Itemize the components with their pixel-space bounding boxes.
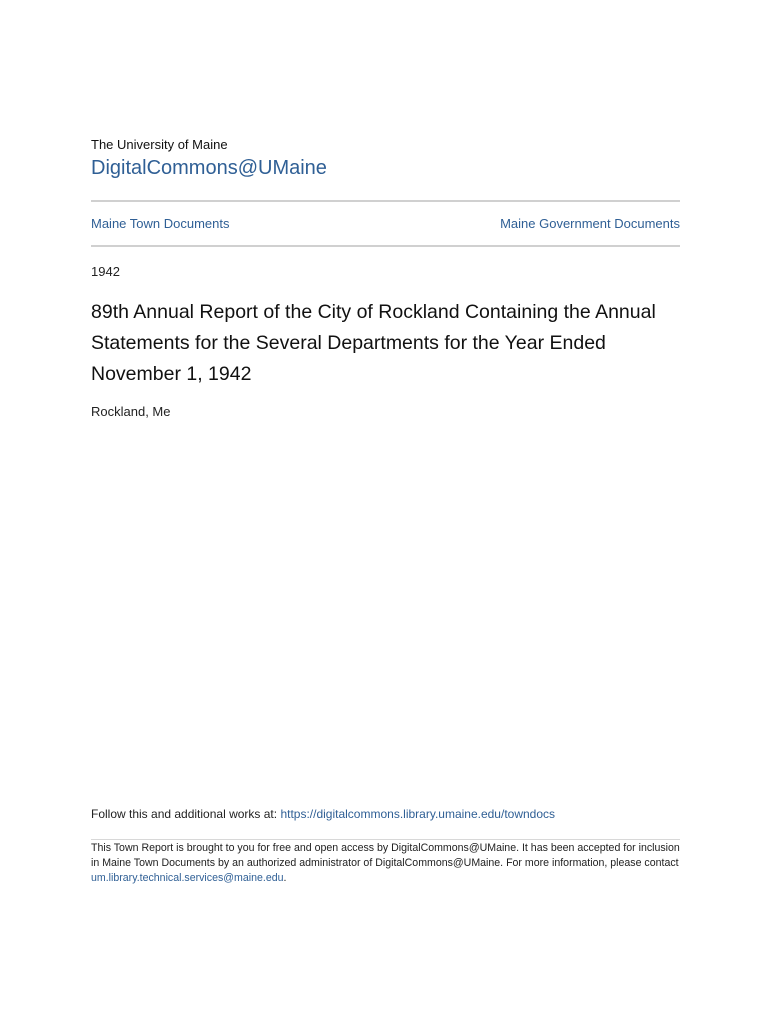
bottom-divider — [91, 839, 680, 840]
publication-year: 1942 — [91, 264, 120, 279]
document-title: 89th Annual Report of the City of Rockland Containing the Annual Statements for the Several Departments for the Year Ended November 1, 1942 — [91, 301, 656, 385]
follow-line — [91, 807, 555, 821]
middle-divider — [91, 245, 680, 247]
town-documents-link[interactable]: Maine Town Documents — [91, 216, 230, 231]
collection-url-link[interactable]: https://digitalcommons.library.umaine.edu/towndocs — [280, 807, 556, 821]
document-author: Rockland, Me — [91, 404, 171, 419]
top-divider — [91, 200, 680, 202]
notice-text: This Town Report is brought to you for free and open access by DigitalCommons@UMaine. It has been accepted for inclusion in Maine Town Documents by an authorized administrator of DigitalCommons@UMaine. For more information, please contact — [91, 842, 680, 869]
notice-end: . — [283, 872, 287, 884]
access-notice — [91, 841, 680, 886]
institution-name: The University of Maine — [91, 137, 228, 152]
government-documents-link[interactable]: Maine Government Documents — [500, 216, 680, 231]
collection-links — [91, 216, 680, 231]
cover-page — [91, 0, 680, 1024]
follow-prefix: Follow this and additional works at: — [91, 807, 281, 821]
contact-email-link[interactable]: um.library.technical.services@maine.edu — [91, 872, 284, 884]
repository-link[interactable]: DigitalCommons@UMaine — [91, 157, 327, 179]
